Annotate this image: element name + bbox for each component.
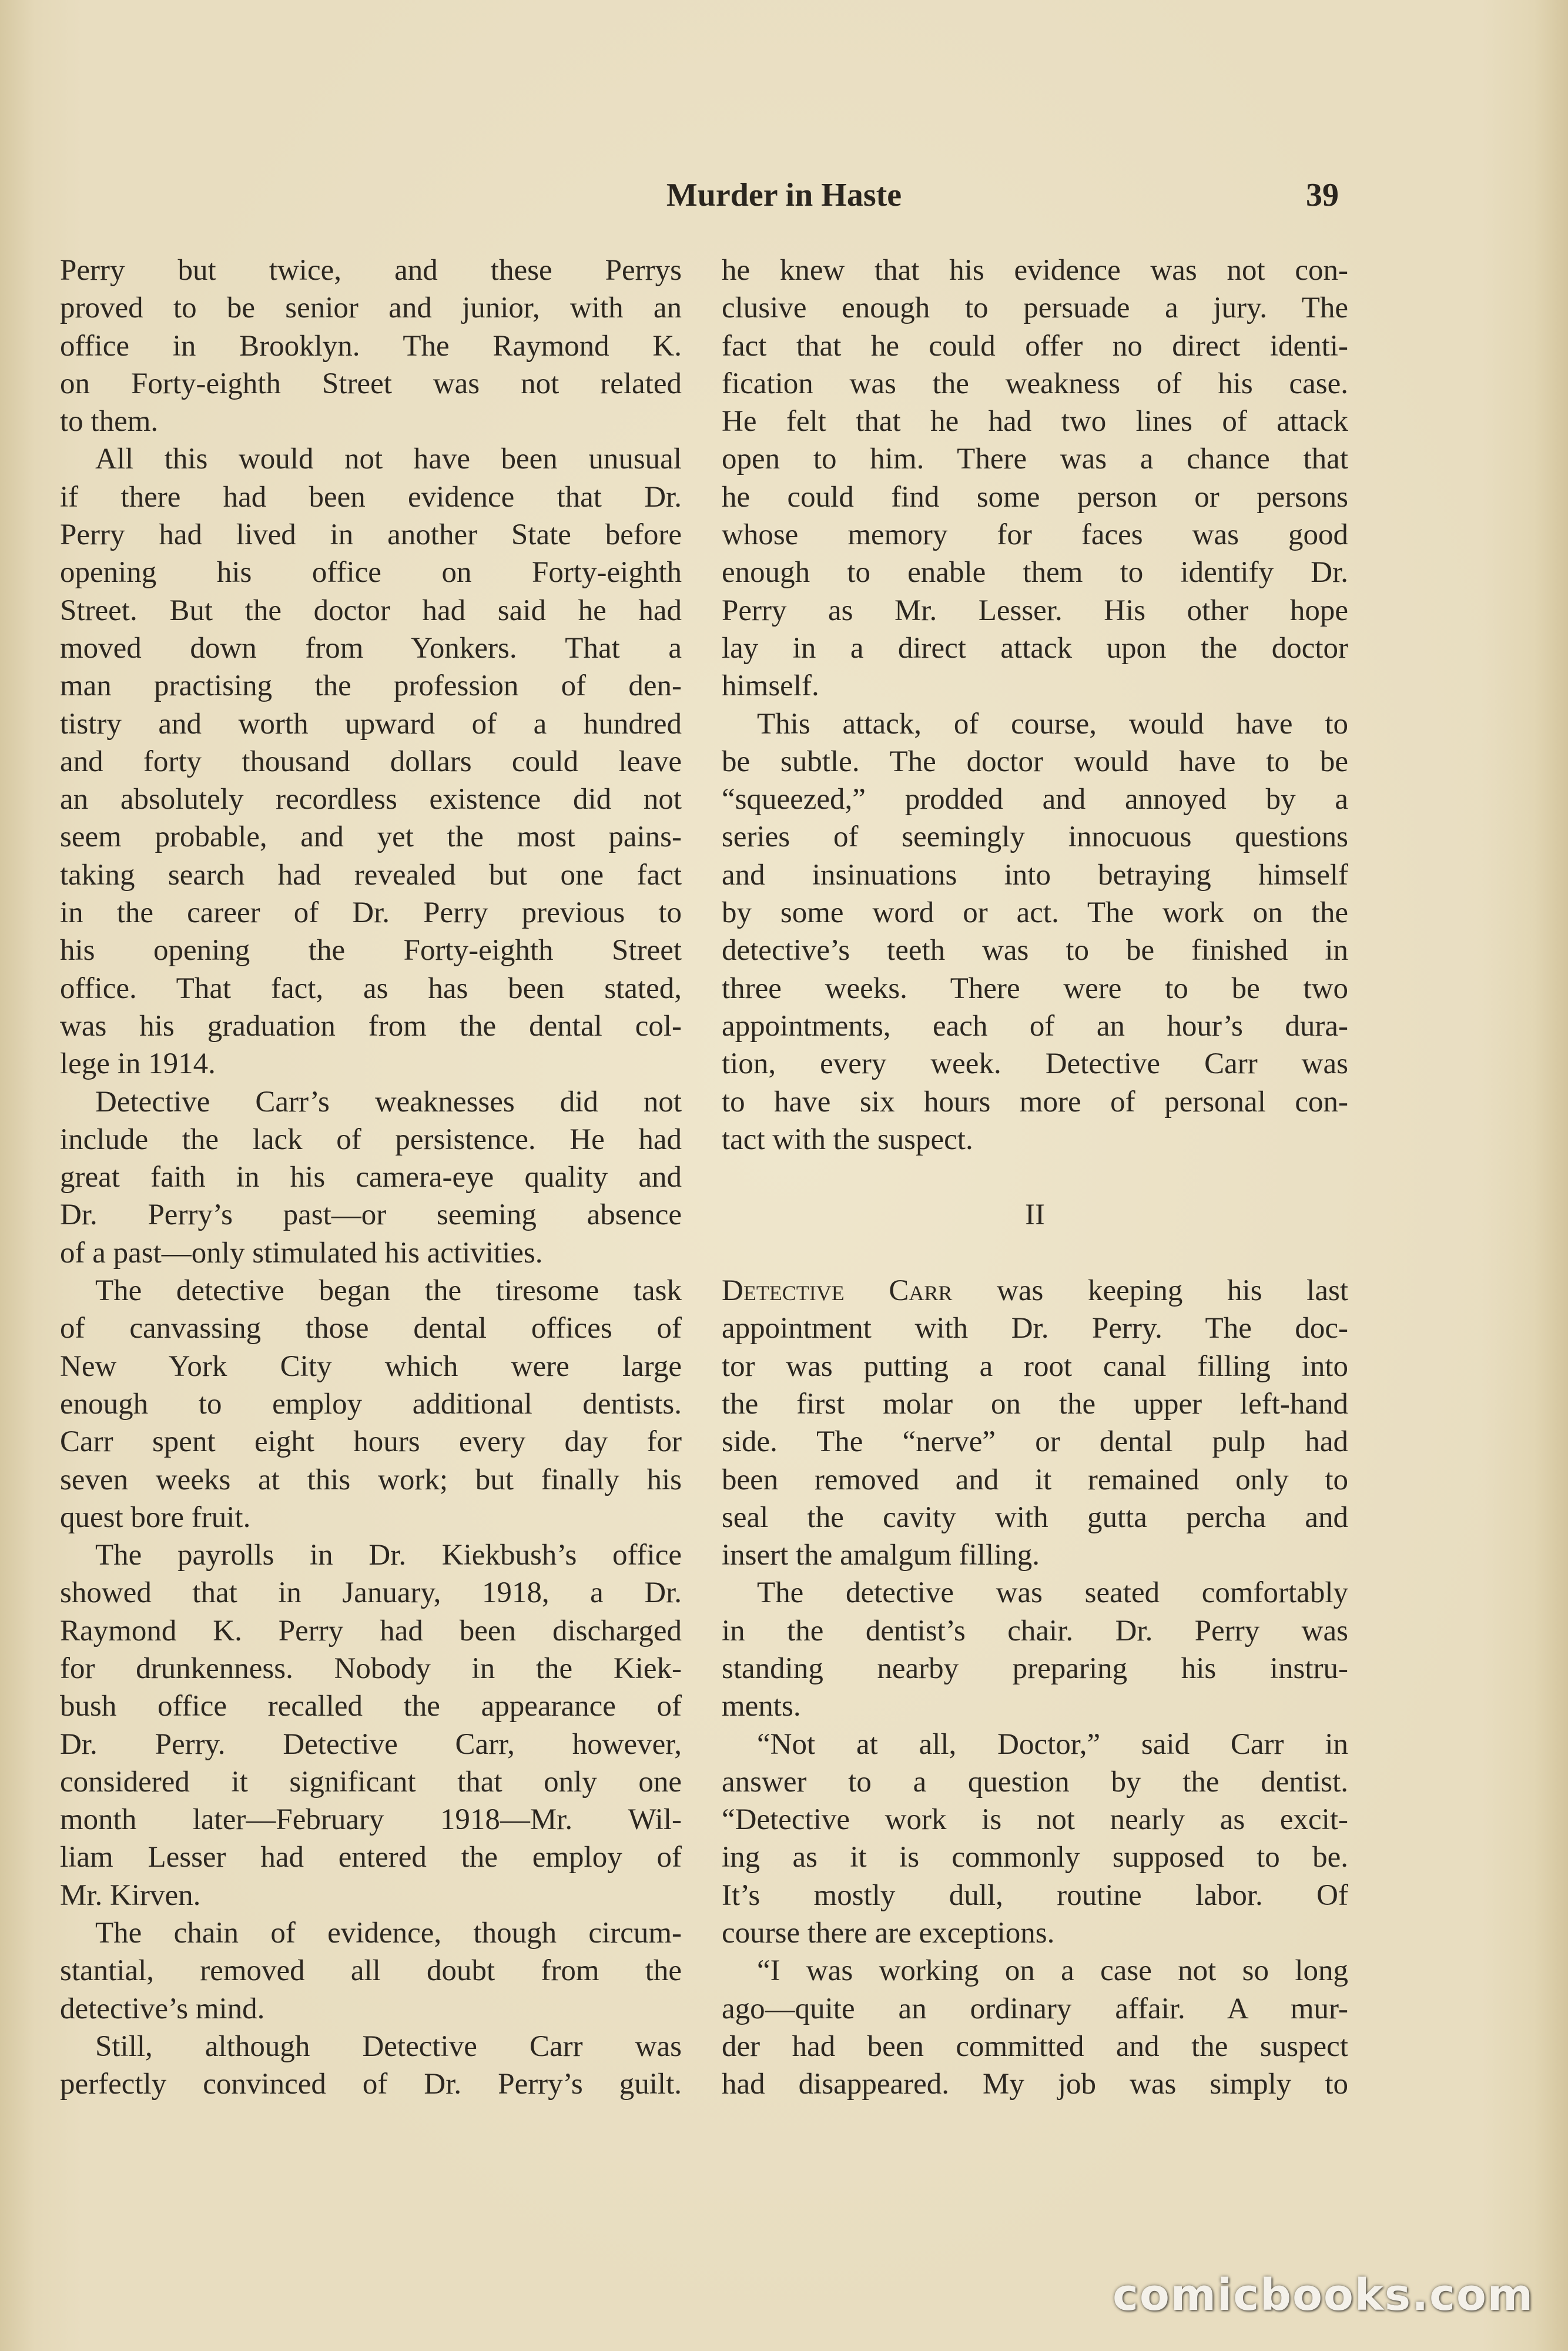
text-line: the first molar on the upper left-hand [722,1387,1348,1421]
text-line: include the lack of persistence. He had [60,1123,682,1156]
text-line: clusive enough to persuade a jury. The [722,292,1348,325]
text-line: in the career of Dr. Perry previous to [60,896,682,930]
text-line-rest: was keeping his last [997,1274,1348,1308]
text-line: man practising the profession of den- [60,669,682,703]
text-line: enough to employ additional dentists. [60,1387,682,1421]
left-text-column [60,252,682,2104]
text-line: Raymond K. Perry had been discharged [60,1614,682,1647]
text-line: Dr. Perry’s past—or seeming absence [60,1198,682,1232]
text-line: office. That fact, as has been stated, [60,972,682,1005]
text-line: and insinuations into betraying himself [722,858,1348,892]
text-line: appointments, each of an hour’s dura- [722,1009,1348,1043]
page-title: Murder in Haste [666,177,902,213]
text-line: he could find some person or persons [722,480,1348,514]
text-line: “Detective work is not nearly as excit- [722,1803,1348,1837]
text-line: Perry as Mr. Lesser. His other hope [722,594,1348,627]
text-line: appointment with Dr. Perry. The doc- [722,1312,1348,1345]
text-line: Perry had lived in another State before [60,518,682,552]
text-line: be subtle. The doctor would have to be [722,745,1348,778]
text-line: Still, although Detective Carr was [95,2030,682,2063]
section-heading: II [1025,1198,1045,1232]
text-line: quest bore fruit. [60,1501,251,1534]
text-line: of canvassing those dental offices of [60,1312,682,1345]
text-line: of a past—only stimulated his activities. [60,1236,543,1270]
lead-in-small-caps: Detective Carr [722,1274,953,1308]
text-line: three weeks. There were to be two [722,972,1348,1005]
text-line: was his graduation from the dental col- [60,1009,682,1043]
text-line: ments. [722,1690,801,1723]
text-line: ago—quite an ordinary affair. A mur- [722,1992,1348,2025]
text-line: side. The “nerve” or dental pulp had [722,1425,1348,1459]
text-line: tact with the suspect. [722,1123,973,1156]
text-line: Street. But the doctor had said he had [60,594,682,627]
text-line: detective’s mind. [60,1992,265,2025]
text-line: stantial, removed all doubt from the [60,1954,682,1988]
text-line: lay in a direct attack upon the doctor [722,631,1348,665]
text-line: insert the amalgum filling. [722,1539,1040,1572]
text-line: It’s mostly dull, routine labor. Of [722,1878,1348,1912]
text-line: to have six hours more of personal con- [722,1085,1348,1118]
text-line: seal the cavity with gutta percha and [722,1501,1348,1534]
text-line: tistry and worth upward of a hundred [60,707,682,741]
running-header [0,172,1568,219]
text-line: He felt that he had two lines of attack [722,405,1348,438]
text-line: showed that in January, 1918, a Dr. [60,1576,682,1610]
text-line: seem probable, and yet the most pains- [60,820,682,854]
text-line: answer to a question by the dentist. [722,1765,1348,1799]
text-line: enough to enable them to identify Dr. [722,556,1348,590]
text-line: The payrolls in Dr. Kiekbush’s office [95,1539,682,1572]
text-line: tor was putting a root canal filling into [722,1349,1348,1383]
text-line: Carr spent eight hours every day for [60,1425,682,1459]
blank-line [722,1158,1348,1196]
right-text-column [722,252,1348,2104]
text-line: “Not at all, Doctor,” said Carr in [757,1727,1348,1761]
text-line: Dr. Perry. Detective Carr, however, [60,1727,682,1761]
text-line: himself. [722,669,819,703]
text-line: had disappeared. My job was simply to [722,2068,1348,2101]
text-line: detective’s teeth was to be finished in [722,934,1348,967]
text-line: great faith in his camera-eye quality and [60,1161,682,1194]
text-line: office in Brooklyn. The Raymond K. [60,329,682,363]
text-line: New York City which were large [60,1349,682,1383]
text-line: month later—February 1918—Mr. Wil- [60,1803,682,1837]
text-line: This attack, of course, would have to [757,707,1348,741]
page-number: 39 [1306,177,1339,213]
text-line: The chain of evidence, though circum- [95,1917,682,1950]
text-line: been removed and it remained only to [722,1463,1348,1496]
text-line: lege in 1914. [60,1047,216,1081]
blank-line [722,1234,1348,1272]
text-line: liam Lesser had entered the employ of [60,1841,682,1874]
text-line: standing nearby preparing his instru- [722,1652,1348,1685]
text-line: by some word or act. The work on the [722,896,1348,930]
text-line: “I was working on a case not so long [757,1954,1348,1988]
text-line: taking search had revealed but one fact [60,858,682,892]
text-line: on Forty-eighth Street was not related [60,367,682,400]
text-line: in the dentist’s chair. Dr. Perry was [722,1614,1348,1647]
text-line: bush office recalled the appearance of [60,1690,682,1723]
text-line: to them. [60,405,159,438]
text-line: whose memory for faces was good [722,518,1348,552]
text-line: The detective began the tiresome task [95,1274,682,1308]
text-line: Mr. Kirven. [60,1878,201,1912]
text-line: All this would not have been unusual [95,443,682,476]
text-line: seven weeks at this work; but finally his [60,1463,682,1496]
text-line: perfectly convinced of Dr. Perry’s guilt. [60,2068,682,2101]
text-line: series of seemingly innocuous questions [722,820,1348,854]
text-line: an absolutely recordless existence did not [60,783,682,816]
text-line: moved down from Yonkers. That a [60,631,682,665]
text-line [722,1272,1348,1310]
text-line: considered it significant that only one [60,1765,682,1799]
text-line: fact that he could offer no direct identi- [722,329,1348,363]
text-line: der had been committed and the suspect [722,2030,1348,2063]
text-line: fication was the weakness of his case. [722,367,1348,400]
text-line: if there had been evidence that Dr. [60,480,682,514]
text-line: and forty thousand dollars could leave [60,745,682,778]
site-watermark: comicbooks.com [1113,2270,1534,2320]
text-line: course there are exceptions. [722,1917,1055,1950]
text-line: open to him. There was a chance that [722,443,1348,476]
text-line: he knew that his evidence was not con- [722,254,1348,287]
text-line: Detective Carr’s weaknesses did not [95,1085,682,1118]
text-line: proved to be senior and junior, with an [60,292,682,325]
text-line: ing as it is commonly supposed to be. [722,1841,1348,1874]
text-line: his opening the Forty-eighth Street [60,934,682,967]
text-line: The detective was seated comfortably [757,1576,1348,1610]
text-line: for drunkenness. Nobody in the Kiek- [60,1652,682,1685]
text-line: “squeezed,” prodded and annoyed by a [722,783,1348,816]
text-line: tion, every week. Detective Carr was [722,1047,1348,1081]
text-line: opening his office on Forty-eighth [60,556,682,590]
text-line: Perry but twice, and these Perrys [60,254,682,287]
